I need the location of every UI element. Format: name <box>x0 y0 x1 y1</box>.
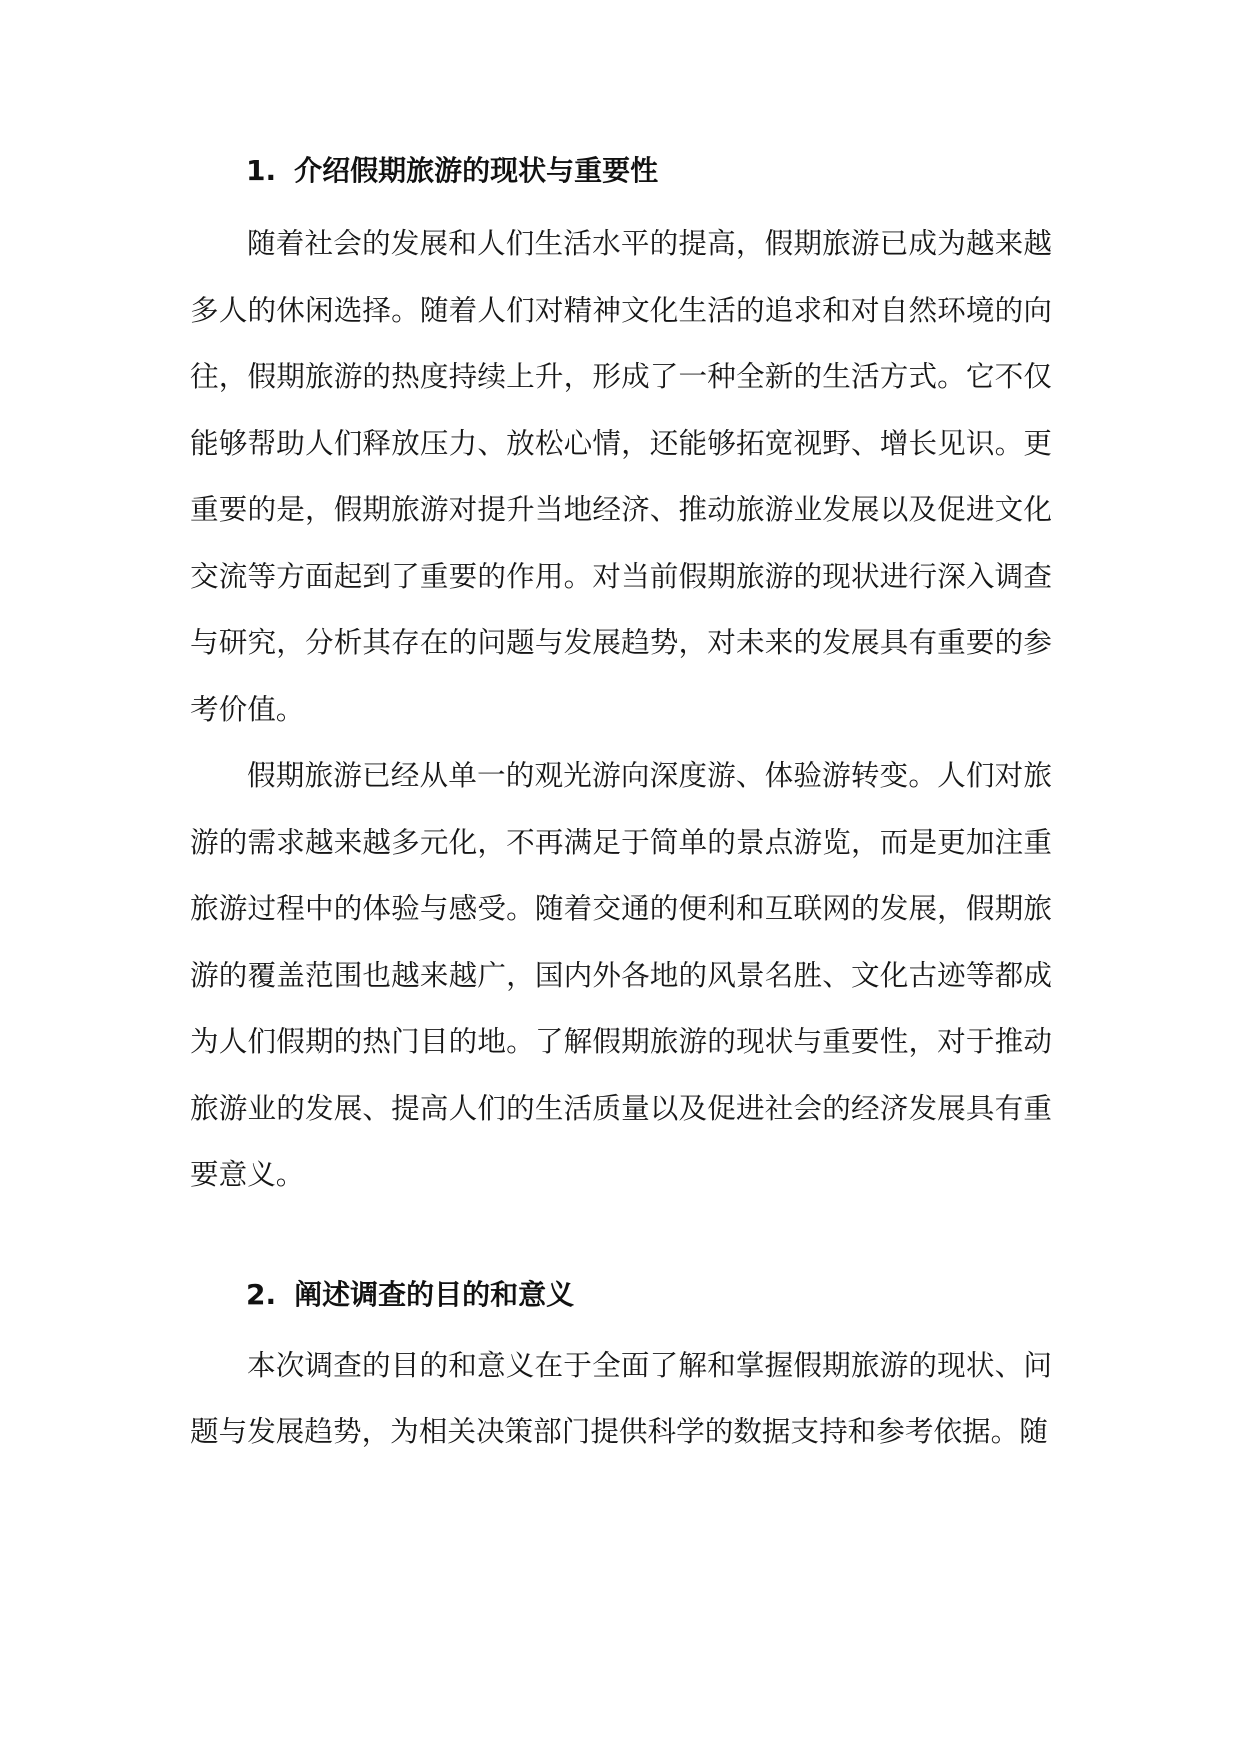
section-1-paragraph-2: 假期旅游已经从单一的观光游向深度游、体验游转变。人们对旅游的需求越来越多元化，不再满足于简单的景点游览，而是更加注重旅游过程中的体验与感受。随着交通的便利和互联网的发展，假期旅游的覆盖范围也越来越广，国内外各地的风景名胜、文化古迹等都成为人们假期的热门目的地。了解假期旅游的现状与重要性，对于推动旅游业的发展、提高人们的生活质量以及促进社会的经济发展具有重要意义。 <box>190 758 1052 1191</box>
section-2-heading <box>190 1262 1052 1328</box>
section-2-paragraph-1: 本次调查的目的和意义在于全面了解和掌握假期旅游的现状、问题与发展趋势，为相关决策部门提供科学的数据支持和参考依据。随 <box>190 1347 1052 1448</box>
section-1-heading <box>190 138 1052 204</box>
section-1-title: 介绍假期旅游的现状与重要性 <box>294 154 659 187</box>
document-body <box>190 138 1052 1465</box>
section-2-title: 阐述调查的目的和意义 <box>294 1277 575 1311</box>
spacer <box>190 1208 1052 1262</box>
section-1-paragraph-1: 随着社会的发展和人们生活水平的提高，假期旅游已成为越来越多人的休闲选择。随着人们对精神文化生活的追求和对自然环境的向往，假期旅游的热度持续上升，形成了一种全新的生活方式。它不仅能够帮助人们释放压力、放松心情，还能够拓宽视野、增长见识。更重要的是，假期旅游对提升当地经济、推动旅游业发展以及促进文化交流等方面起到了重要的作用。对当前假期旅游的现状进行深入调查与研究，分析其存在的问题与发展趋势，对未来的发展具有重要的参考价值。 <box>190 226 1052 726</box>
section-1-number: 1. <box>246 154 277 187</box>
section-2-number: 2. <box>246 1277 277 1311</box>
